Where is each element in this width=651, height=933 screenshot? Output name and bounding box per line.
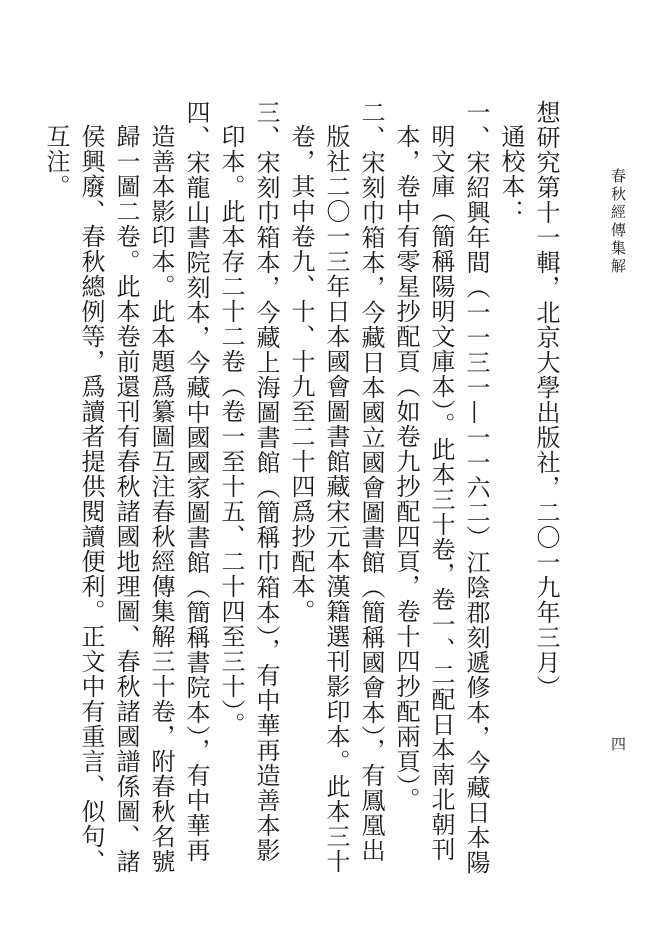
edition-entry-1: 一、宋紹興年間（一一三一—一一六二）江陰郡刻遞修本，今藏日本陽明文庫（簡稱陽明文庫本）。此本三十卷，卷一、二配日本南北朝刊本，卷中有零星抄配頁（如卷九抄配四頁，卷十四抄配兩頁）。	[392, 100, 490, 875]
page-number: 四	[609, 736, 627, 751]
edition-entry-3: 三、宋刻巾箱本，今藏上海圖書館（簡稱巾箱本），有中華再造善本影印本。此本存二十二卷（卷一至十五、二十四至三十）。	[217, 100, 280, 863]
running-header-title: 春秋經傳集解	[609, 168, 627, 276]
vertical-text-block	[42, 100, 563, 880]
edition-entry-2: 二、宋刻巾箱本，今藏日本國立國會圖書館（簡稱國會本），有鳳凰出版社二〇一三年日本國會圖書館藏宋元本漢籍選刊影印本。此本三十卷，其中卷九、十、十九至二十四爲抄配本。	[287, 100, 385, 874]
section-heading-collation: 通校本：	[497, 124, 525, 224]
edition-entry-4: 四、宋龍山書院刻本，今藏中國國家圖書館（簡稱書院本），有中華再造善本影印本。此本題爲纂圖互注春秋經傳集解三十卷，附春秋名號歸一圖二卷。此本卷前還刊有春秋諸國地理圖、春秋諸國譜係圖、諸侯興廢、春秋總例等，爲讀者提供閱讀便利。正文中有重言、似句、互注。	[42, 100, 210, 874]
text-line-continuation: 想研究第十一輯，北京大學出版社，二〇一九年三月）	[532, 100, 560, 700]
